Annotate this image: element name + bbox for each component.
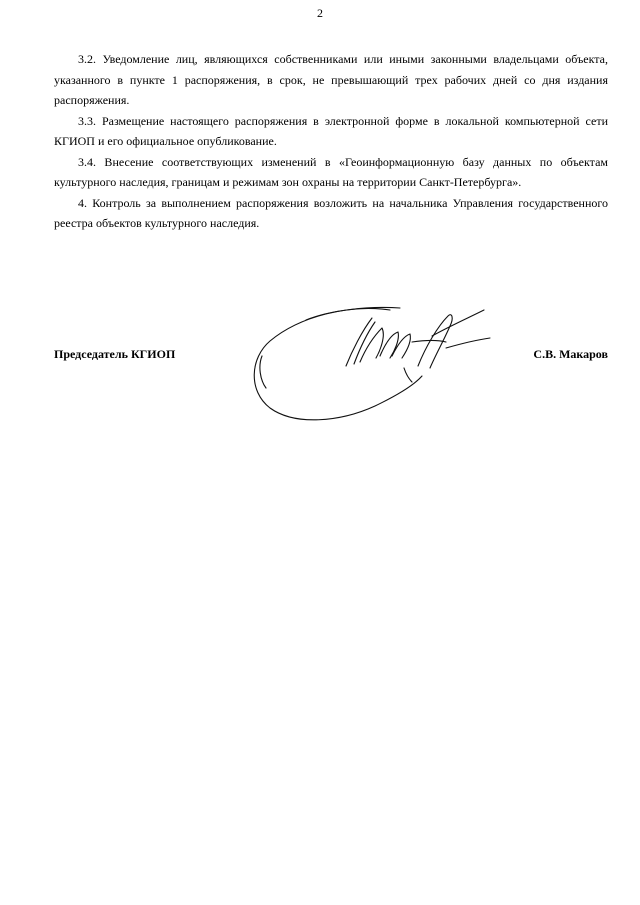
handwritten-signature-icon (240, 296, 500, 431)
paragraph-3-2: 3.2. Уведомление лиц, являющихся собственниками или иными законными владельцами объекта, указанного в пункте 1 распоряжения, в срок, не превышающий трех рабочих дней со дня издания распоряжения. (54, 52, 608, 107)
document-body (54, 49, 608, 234)
signer-position: Председатель КГИОП (54, 347, 176, 361)
paragraph-4: 4. Контроль за выполнением распоряжения возложить на начальника Управления государственного реестра объектов культурного наследия. (54, 195, 608, 230)
page-number: 2 (317, 6, 323, 20)
paragraph-3-3: 3.3. Размещение настоящего распоряжения в электронной форме в локальной компьютерной сети КГИОП и его официальное опубликование. (54, 113, 608, 148)
signer-name: С.В. Макаров (533, 347, 608, 361)
paragraph-3-4: 3.4. Внесение соответствующих изменений в «Геоинформационную базу данных по объектам культурного наследия, границам и режимам зон охраны на территории Санкт-Петербурга». (54, 154, 608, 189)
